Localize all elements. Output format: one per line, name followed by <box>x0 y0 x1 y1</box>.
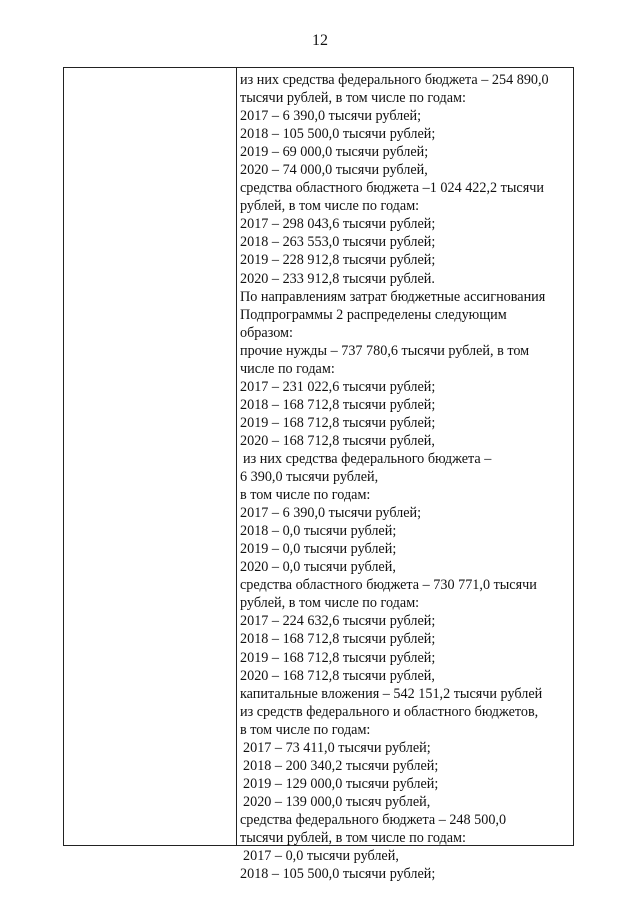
text-line: 2019 – 168 712,8 тысячи рублей; <box>240 414 436 431</box>
budget-table <box>63 67 574 883</box>
text-line: 2018 – 168 712,8 тысячи рублей; <box>240 631 436 648</box>
text-line: 2018 – 105 500,0 тысячи рублей; <box>240 126 436 143</box>
text-line: 2017 – 231 022,6 тысячи рублей; <box>240 378 436 395</box>
text-line: 2018 – 263 553,0 тысячи рублей; <box>240 234 436 251</box>
text-line: 2019 – 69 000,0 тысячи рублей; <box>240 144 429 161</box>
text-line: рублей, в том числе по годам: <box>240 198 420 215</box>
text-line: 2019 – 129 000,0 тысячи рублей; <box>243 775 439 792</box>
text-line: 2019 – 228 912,8 тысячи рублей; <box>240 252 436 269</box>
text-line: 2020 – 168 712,8 тысячи рублей, <box>240 432 435 449</box>
text-line: из средств федерального и областного бюджетов, <box>240 703 539 720</box>
text-line: 2018 – 200 340,2 тысячи рублей; <box>243 757 439 774</box>
page-number: 12 <box>312 32 328 49</box>
text-line: в том числе по годам: <box>240 721 371 738</box>
text-line: рублей, в том числе по годам: <box>240 595 420 612</box>
text-line: 2017 – 6 390,0 тысячи рублей; <box>240 108 422 125</box>
text-line: 2019 – 0,0 тысячи рублей; <box>240 541 397 558</box>
text-line: числе по годам: <box>240 360 335 377</box>
text-line: 2017 – 0,0 тысячи рублей, <box>243 848 399 865</box>
text-line: тысячи рублей, в том числе по годам: <box>240 90 466 107</box>
text-line: 2017 – 224 632,6 тысячи рублей; <box>240 613 436 630</box>
text-line: капитальные вложения – 542 151,2 тысячи рублей <box>240 685 543 702</box>
text-line: 2017 – 6 390,0 тысячи рублей; <box>240 505 422 522</box>
text-line: По направлениям затрат бюджетные ассигнования <box>240 288 546 305</box>
text-line: 2017 – 298 043,6 тысячи рублей; <box>240 216 436 233</box>
text-line: 2018 – 105 500,0 тысячи рублей; <box>240 866 436 883</box>
text-line: образом: <box>240 324 293 341</box>
text-line: Подпрограммы 2 распределены следующим <box>240 306 507 323</box>
text-line: 2018 – 168 712,8 тысячи рублей; <box>240 396 436 413</box>
text-line: средства областного бюджета – 730 771,0 тысячи <box>240 577 537 594</box>
text-line: средства областного бюджета –1 024 422,2 тысячи <box>240 180 544 197</box>
text-line: 2020 – 74 000,0 тысячи рублей, <box>240 162 428 179</box>
budget-text-cell <box>240 71 570 883</box>
text-line: в том числе по годам: <box>240 487 371 504</box>
text-line: 6 390,0 тысячи рублей, <box>240 469 379 486</box>
text-line: 2020 – 168 712,8 тысячи рублей, <box>240 667 435 684</box>
text-line: 2017 – 73 411,0 тысячи рублей; <box>243 739 431 756</box>
text-line: из них средства федерального бюджета – <box>243 450 492 467</box>
text-line: прочие нужды – 737 780,6 тысячи рублей, в том <box>240 342 530 359</box>
text-line: 2020 – 0,0 тысячи рублей, <box>240 559 396 576</box>
left-column-cell <box>64 68 236 845</box>
text-line: средства федерального бюджета – 248 500,0 <box>240 811 507 828</box>
column-divider <box>236 68 237 845</box>
text-line: 2018 – 0,0 тысячи рублей; <box>240 523 397 540</box>
text-line: 2020 – 233 912,8 тысячи рублей. <box>240 270 435 287</box>
text-line: тысячи рублей, в том числе по годам: <box>240 829 466 846</box>
text-line: из них средства федерального бюджета – 254 890,0 <box>240 72 549 88</box>
text-line: 2020 – 139 000,0 тысяч рублей, <box>243 793 431 810</box>
text-line: 2019 – 168 712,8 тысячи рублей; <box>240 649 436 666</box>
